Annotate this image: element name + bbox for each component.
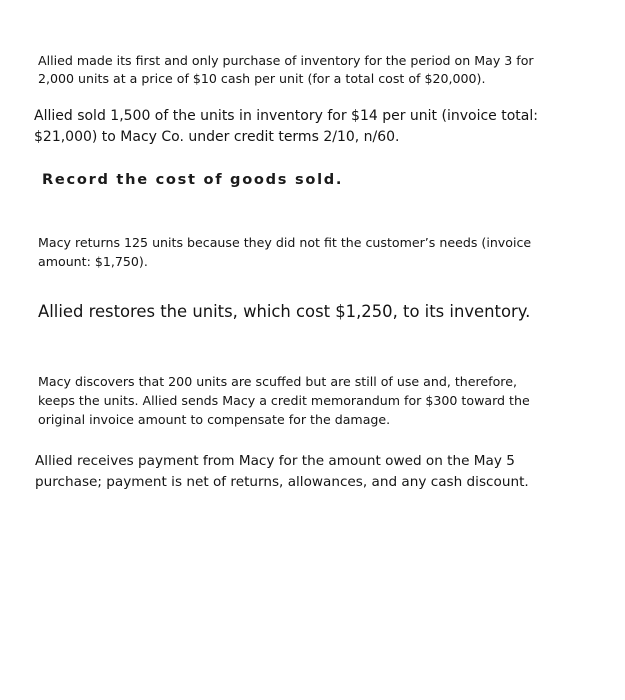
- text-line: Record the cost of goods sold.: [42, 171, 344, 188]
- purchase-paragraph: [38, 52, 534, 88]
- text-line: amount: $1,750).: [38, 254, 148, 269]
- return-paragraph: [38, 233, 531, 271]
- text-line: Allied sold 1,500 of the units in inventory for $14 per unit (invoice total:: [34, 108, 538, 124]
- payment-paragraph: [35, 451, 529, 493]
- text-line: Allied made its first and only purchase of inventory for the period on May 3 for: [38, 53, 534, 68]
- text-line: $21,000) to Macy Co. under credit terms 2/10, n/60.: [34, 129, 400, 145]
- text-line: Macy discovers that 200 units are scuffed but are still of use and, therefore,: [38, 374, 517, 389]
- text-line: Macy returns 125 units because they did not fit the customer’s needs (invoice: [38, 235, 532, 250]
- text-line: keeps the units. Allied sends Macy a credit memorandum for $300 toward the: [38, 393, 530, 408]
- text-line: original invoice amount to compensate for the damage.: [38, 412, 391, 427]
- text-line: Allied receives payment from Macy for the amount owed on the May 5: [35, 453, 515, 469]
- restore-paragraph: [38, 301, 530, 323]
- text-line: purchase; payment is net of returns, allowances, and any cash discount.: [35, 474, 529, 490]
- allowance-paragraph: [38, 372, 530, 429]
- sale-paragraph: [34, 106, 538, 148]
- text-line: 2,000 units at a price of $10 cash per unit (for a total cost of $20,000).: [38, 71, 486, 86]
- instruction-heading: [42, 171, 343, 189]
- text-line: Allied restores the units, which cost $1,250, to its inventory.: [38, 302, 531, 321]
